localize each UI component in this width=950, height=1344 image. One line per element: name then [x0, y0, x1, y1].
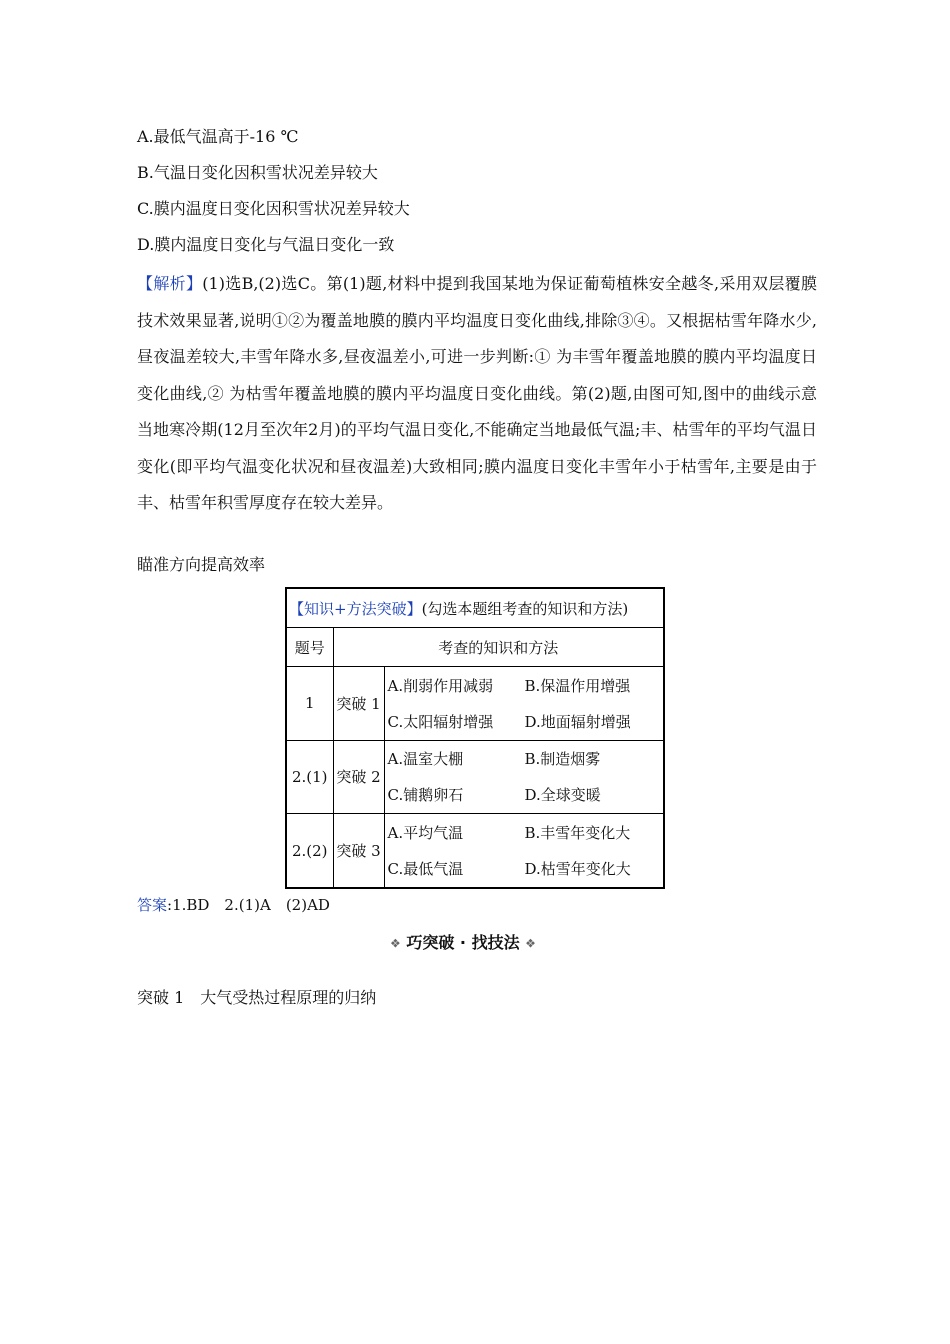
choice-c[interactable]: C.最低气温: [387, 860, 464, 879]
knowledge-method-table: [285, 587, 665, 889]
row-choices: [384, 740, 664, 814]
row-number: 2.(2): [286, 814, 333, 888]
table-row: [286, 667, 664, 741]
column-header-number: 题号: [286, 628, 333, 667]
choice-a[interactable]: A.温室大棚: [387, 750, 464, 769]
row-breakthrough: 突破 1: [333, 667, 384, 741]
table-title: [286, 588, 664, 628]
answer-text: :1.BD 2.(1)A (2)AD: [167, 896, 330, 914]
option-c: C.膜内温度日变化因积雪状况差异较大: [137, 199, 410, 218]
analysis-label: 【解析】: [137, 274, 203, 293]
efficiency-note: 瞄准方向提高效率: [137, 555, 266, 574]
row-number: 1: [286, 667, 333, 741]
choice-b[interactable]: B.制造烟雾: [524, 750, 601, 769]
answer-label: 答案: [137, 896, 168, 914]
table-title-text: (勾选本题组考查的知识和方法): [421, 599, 629, 618]
option-a: A.最低气温高于-16 ℃: [137, 127, 299, 146]
choice-c[interactable]: C.铺鹅卵石: [387, 786, 464, 805]
ornament-left-icon: ❖: [390, 936, 401, 951]
choice-b[interactable]: B.保温作用增强: [524, 676, 631, 695]
column-header-content: 考查的知识和方法: [333, 628, 664, 667]
choice-a[interactable]: A.平均气温: [387, 824, 464, 843]
option-d: D.膜内温度日变化与气温日变化一致: [137, 235, 395, 254]
choice-b[interactable]: B.丰雪年变化大: [524, 824, 631, 843]
section-banner-text: 巧突破 · 找技法: [406, 933, 520, 952]
choice-c[interactable]: C.太阳辐射增强: [387, 712, 494, 731]
analysis-text: (1)选B,(2)选C。第(1)题,材料中提到我国某地为保证葡萄植株安全越冬,采用双层覆膜技术效果显著,说明①②为覆盖地膜的膜内平均温度日变化曲线,排除③④。又根据枯雪年降水少,昼夜温差较大,丰雪年降水多,昼夜温差小,可进一步判断:① 为丰雪年覆盖地膜的膜内平均温度日变化曲线,② 为枯雪年覆盖地膜的膜内平均温度日变化曲线。第(2)题,由图可知,图中的曲线示意当地寒冷期(12月至次年2月)的平均气温日变化,不能确定当地最低气温;丰、枯雪年的平均气温日变化(即平均气温变化状况和昼夜温差)大致相同;膜内温度日变化丰雪年小于枯雪年,主要是由于丰、枯雪年积雪厚度存在较大差异。: [137, 274, 817, 512]
analysis-paragraph: [137, 266, 817, 522]
choice-d[interactable]: D.全球变暖: [524, 786, 601, 805]
table-row: [286, 814, 664, 888]
choice-d[interactable]: D.地面辐射增强: [524, 712, 631, 731]
table-title-label: 【知识+方法突破】: [289, 599, 422, 618]
answer-line: [137, 895, 330, 915]
choice-d[interactable]: D.枯雪年变化大: [524, 860, 631, 879]
row-breakthrough: 突破 2: [333, 740, 384, 814]
ornament-right-icon: ❖: [525, 936, 536, 951]
section-banner: [390, 930, 536, 953]
row-breakthrough: 突破 3: [333, 814, 384, 888]
row-choices: [384, 814, 664, 888]
breakthrough-subheading: 突破 1 大气受热过程原理的归纳: [137, 988, 377, 1007]
table-row: [286, 740, 664, 814]
row-number: 2.(1): [286, 740, 333, 814]
option-b: B.气温日变化因积雪状况差异较大: [137, 163, 378, 182]
choice-a[interactable]: A.削弱作用减弱: [387, 676, 494, 695]
row-choices: [384, 667, 664, 741]
